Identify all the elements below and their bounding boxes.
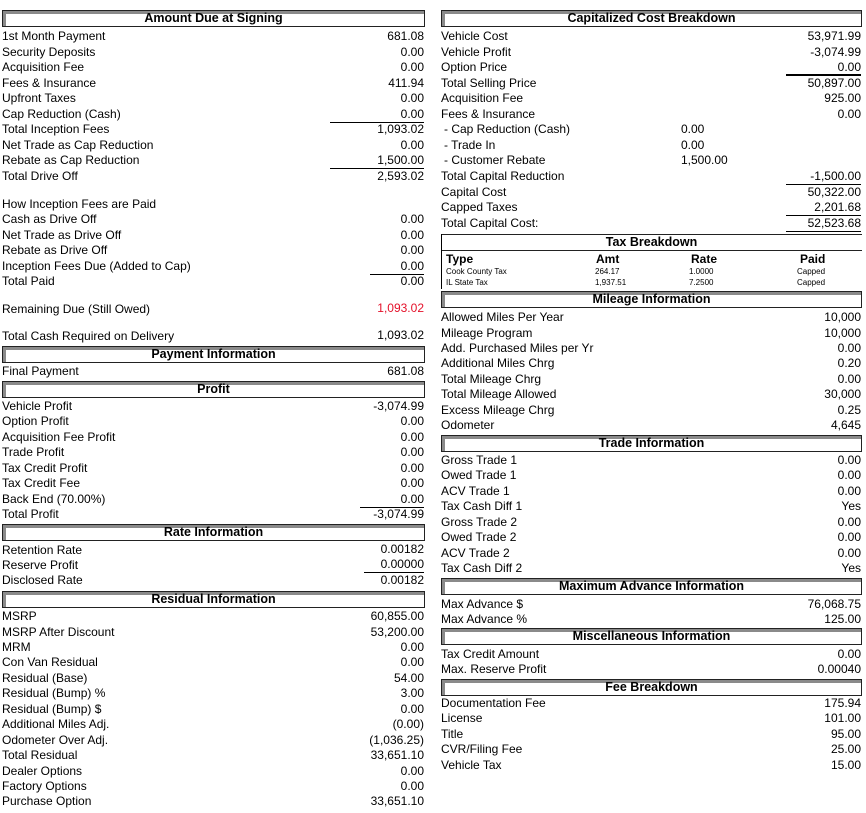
profit-header [2, 381, 425, 398]
label-total-drive-off: Total Drive Off [2, 169, 78, 183]
label-sub-cap-reduction: - Cap Reduction (Cash) [444, 122, 571, 136]
value-max-advance-dollar: 76,068.75 [807, 597, 861, 611]
value-factory-options: 0.00 [400, 779, 424, 793]
label-final-payment: Final Payment [2, 364, 79, 378]
value-acv-trade-2: 0.00 [837, 546, 861, 560]
misc-info-header [441, 628, 862, 645]
label-total-capital-reduction: Total Capital Reduction [441, 169, 565, 183]
label-sub-trade-in: - Trade In [444, 138, 496, 152]
value-total-inception-fees: 1,093.02 [377, 122, 424, 136]
value-purchase-option: 33,651.10 [370, 794, 424, 808]
label-msrp-after-discount: MSRP After Discount [2, 625, 115, 639]
label-reserve-profit: Reserve Profit [2, 558, 79, 572]
value-odometer: 4,645 [830, 418, 861, 432]
value-mrm: 0.00 [400, 640, 424, 654]
label-tax-credit-fee: Tax Credit Fee [2, 476, 81, 490]
label-option-price: Option Price [441, 60, 508, 74]
max-advance-header [441, 578, 862, 595]
value-trade-profit: 0.00 [400, 445, 424, 459]
label-odometer: Odometer [441, 418, 495, 432]
label-tax-cash-diff-2: Tax Cash Diff 2 [441, 561, 523, 575]
value-max-reserve-profit: 0.00040 [817, 662, 861, 676]
label-fees-insurance: Fees & Insurance [2, 76, 97, 90]
label-documentation-fee: Documentation Fee [441, 696, 546, 710]
value-residual-bump-dollar: 0.00 [400, 702, 424, 716]
label-add-purchased-miles: Add. Purchased Miles per Yr [441, 341, 594, 355]
value-back-end: 0.00 [360, 492, 424, 508]
tax-row-amt: 264.17 [595, 267, 620, 276]
value-acquisition-fee-cap: 925.00 [824, 91, 861, 105]
value-gross-trade-2: 0.00 [837, 515, 861, 529]
value-reserve-profit: 0.00000 [364, 557, 424, 573]
value-acquisition-fee: 0.00 [400, 60, 424, 74]
cap-cost-header [441, 10, 862, 27]
label-owed-trade-1: Owed Trade 1 [441, 468, 517, 482]
value-cash-drive-off: 0.00 [400, 212, 424, 226]
value-net-trade-drive-off: 0.00 [400, 228, 424, 242]
value-1st-month-payment: 681.08 [387, 29, 424, 43]
label-mrm: MRM [2, 640, 31, 654]
value-total-mileage-allowed: 30,000 [824, 387, 861, 401]
max-advance-title: Maximum Advance Information [559, 579, 744, 593]
value-dealer-options: 0.00 [400, 764, 424, 778]
tax-col-amt: Amt [596, 252, 620, 266]
label-allowed-miles: Allowed Miles Per Year [441, 310, 564, 324]
amount-due-header [2, 10, 425, 27]
value-tax-cash-diff-2: Yes [841, 561, 861, 575]
label-max-advance-pct: Max Advance % [441, 612, 528, 626]
value-gross-trade-1: 0.00 [837, 453, 861, 467]
label-back-end: Back End (70.00%) [2, 492, 106, 506]
tax-breakdown-title: Tax Breakdown [605, 235, 698, 249]
value-odometer-over-adj: (1,036.25) [369, 733, 424, 747]
value-rebate-cap-reduction: 1,500.00 [330, 153, 424, 169]
value-upfront-taxes: 0.00 [400, 91, 424, 105]
value-license: 101.00 [824, 711, 861, 725]
tax-left-bar [441, 234, 442, 289]
label-1st-month-payment: 1st Month Payment [2, 29, 106, 43]
tax-row-type: IL State Tax [446, 278, 488, 287]
label-max-advance-dollar: Max Advance $ [441, 597, 524, 611]
value-allowed-miles: 10,000 [824, 310, 861, 324]
label-additional-miles-adj: Additional Miles Adj. [2, 717, 110, 731]
label-cap-reduction-cash: Cap Reduction (Cash) [2, 107, 121, 121]
value-tax-credit-fee: 0.00 [400, 476, 424, 490]
value-capital-cost: 50,322.00 [807, 185, 861, 199]
value-acquisition-fee-profit: 0.00 [400, 430, 424, 444]
label-security-deposits: Security Deposits [2, 45, 96, 59]
label-total-inception-fees: Total Inception Fees [2, 122, 110, 136]
label-remaining-due: Remaining Due (Still Owed) [2, 302, 151, 316]
value-cap-reduction-cash: 0.00 [330, 107, 424, 123]
rate-info-header [2, 524, 425, 541]
label-acquisition-fee-cap: Acquisition Fee [441, 91, 524, 105]
value-total-drive-off: 2,593.02 [377, 169, 424, 183]
label-net-trade-drive-off: Net Trade as Drive Off [2, 228, 122, 242]
tax-col-type: Type [446, 252, 474, 266]
label-fees-insurance-cap: Fees & Insurance [441, 107, 536, 121]
tax-breakdown-header [441, 234, 862, 251]
label-acquisition-fee: Acquisition Fee [2, 60, 85, 74]
value-capped-taxes: 2,201.68 [786, 200, 861, 216]
mileage-info-title: Mileage Information [592, 292, 711, 306]
value-final-payment: 681.08 [387, 364, 424, 378]
label-acv-trade-1: ACV Trade 1 [441, 484, 510, 498]
label-msrp: MSRP [2, 609, 37, 623]
value-documentation-fee: 175.94 [824, 696, 861, 710]
value-total-capital-cost: 52,523.68 [807, 216, 861, 230]
value-fees-insurance-cap: 0.00 [837, 107, 861, 121]
trade-info-header [441, 435, 862, 452]
label-capped-taxes: Capped Taxes [441, 200, 518, 214]
label-vehicle-profit-cap: Vehicle Profit [441, 45, 512, 59]
label-total-cash-delivery: Total Cash Required on Delivery [2, 329, 175, 343]
value-total-residual: 33,651.10 [370, 748, 424, 762]
value-mileage-program: 10,000 [824, 326, 861, 340]
trade-info-title: Trade Information [598, 436, 705, 450]
value-sub-trade-in: 0.00 [681, 138, 705, 152]
value-vehicle-cost: 53,971.99 [807, 29, 861, 43]
label-tax-cash-diff-1: Tax Cash Diff 1 [441, 499, 523, 513]
tax-row-paid: Capped [797, 278, 826, 287]
cap-cost-rule-bottom [786, 231, 861, 232]
tax-row-rate: 7.2500 [689, 278, 714, 287]
value-add-purchased-miles: 0.00 [837, 341, 861, 355]
label-retention-rate: Retention Rate [2, 543, 83, 557]
value-title: 95.00 [830, 727, 861, 741]
value-excess-mileage-chrg: 0.25 [837, 403, 861, 417]
label-acv-trade-2: ACV Trade 2 [441, 546, 510, 560]
value-inception-fees-due: 0.00 [370, 259, 424, 275]
label-acquisition-fee-profit: Acquisition Fee Profit [2, 430, 116, 444]
value-msrp-after-discount: 53,200.00 [370, 625, 424, 639]
value-total-capital-reduction: -1,500.00 [786, 169, 861, 185]
payment-info-title: Payment Information [151, 347, 276, 361]
value-additional-miles-chrg: 0.20 [837, 356, 861, 370]
label-excess-mileage-chrg: Excess Mileage Chrg [441, 403, 555, 417]
tax-col-rate: Rate [691, 252, 718, 266]
label-inception-fees-due: Inception Fees Due (Added to Cap) [2, 259, 191, 273]
value-sub-customer-rebate: 1,500.00 [681, 153, 728, 167]
label-total-capital-cost: Total Capital Cost: [441, 216, 539, 230]
label-residual-bump-pct: Residual (Bump) % [2, 686, 106, 700]
value-option-price: 0.00 [786, 60, 861, 76]
label-residual-base: Residual (Base) [2, 671, 88, 685]
label-tax-credit-profit: Tax Credit Profit [2, 461, 88, 475]
value-retention-rate: 0.00182 [380, 542, 424, 556]
label-additional-miles-chrg: Additional Miles Chrg [441, 356, 555, 370]
label-vehicle-profit: Vehicle Profit [2, 399, 73, 413]
value-vehicle-profit: -3,074.99 [373, 399, 424, 413]
label-dealer-options: Dealer Options [2, 764, 83, 778]
label-tax-credit-amount: Tax Credit Amount [441, 647, 540, 661]
value-residual-base: 54.00 [393, 671, 424, 685]
label-mileage-program: Mileage Program [441, 326, 533, 340]
label-residual-bump-dollar: Residual (Bump) $ [2, 702, 102, 716]
label-sub-customer-rebate: - Customer Rebate [444, 153, 546, 167]
label-total-residual: Total Residual [2, 748, 78, 762]
mileage-info-header [441, 291, 862, 308]
label-gross-trade-1: Gross Trade 1 [441, 453, 518, 467]
cap-cost-rule-top [786, 74, 861, 75]
label-cash-drive-off: Cash as Drive Off [2, 212, 97, 226]
value-cvr-filing-fee: 25.00 [830, 742, 861, 756]
label-odometer-over-adj: Odometer Over Adj. [2, 733, 109, 747]
value-owed-trade-2: 0.00 [837, 530, 861, 544]
misc-info-title: Miscellaneous Information [572, 629, 731, 643]
residual-info-header [2, 591, 425, 608]
label-trade-profit: Trade Profit [2, 445, 65, 459]
value-additional-miles-adj: (0.00) [392, 717, 424, 731]
residual-info-title: Residual Information [151, 592, 276, 606]
value-total-paid: 0.00 [400, 274, 424, 288]
value-net-trade-cap-reduction: 0.00 [400, 138, 424, 152]
cap-cost-title: Capitalized Cost Breakdown [567, 11, 736, 25]
label-license: License [441, 711, 483, 725]
value-vehicle-profit-cap: -3,074.99 [810, 45, 861, 59]
value-security-deposits: 0.00 [400, 45, 424, 59]
value-acv-trade-1: 0.00 [837, 484, 861, 498]
label-rebate-drive-off: Rebate as Drive Off [2, 243, 108, 257]
value-fees-insurance: 411.94 [388, 76, 424, 90]
inception-title: How Inception Fees are Paid [2, 197, 157, 211]
label-cvr-filing-fee: CVR/Filing Fee [441, 742, 523, 756]
fee-breakdown-title: Fee Breakdown [605, 680, 698, 694]
label-upfront-taxes: Upfront Taxes [2, 91, 76, 105]
label-con-van-residual: Con Van Residual [2, 655, 98, 669]
value-vehicle-tax: 15.00 [830, 758, 861, 772]
value-max-advance-pct: 125.00 [824, 612, 861, 626]
value-sub-cap-reduction: 0.00 [681, 122, 705, 136]
rate-info-title: Rate Information [163, 525, 264, 539]
label-rebate-cap-reduction: Rebate as Cap Reduction [2, 153, 140, 167]
tax-row-rate: 1.0000 [689, 267, 714, 276]
label-title: Title [441, 727, 464, 741]
label-total-mileage-allowed: Total Mileage Allowed [441, 387, 557, 401]
label-capital-cost: Capital Cost [441, 185, 507, 199]
label-disclosed-rate: Disclosed Rate [2, 573, 83, 587]
label-total-profit: Total Profit [2, 507, 59, 521]
value-option-profit: 0.00 [400, 414, 424, 428]
label-total-paid: Total Paid [2, 274, 55, 288]
tax-row-paid: Capped [797, 267, 826, 276]
profit-title: Profit [197, 382, 230, 396]
value-owed-trade-1: 0.00 [837, 468, 861, 482]
label-max-reserve-profit: Max. Reserve Profit [441, 662, 547, 676]
value-total-mileage-chrg: 0.00 [837, 372, 861, 386]
value-msrp: 60,855.00 [370, 609, 424, 623]
value-tax-credit-profit: 0.00 [400, 461, 424, 475]
label-vehicle-cost: Vehicle Cost [441, 29, 508, 43]
tax-row-amt: 1,937.51 [595, 278, 627, 287]
label-net-trade-cap-reduction: Net Trade as Cap Reduction [2, 138, 154, 152]
value-remaining-due: 1,093.02 [377, 301, 424, 315]
label-owed-trade-2: Owed Trade 2 [441, 530, 517, 544]
value-tax-cash-diff-1: Yes [841, 499, 861, 513]
fee-breakdown-header [441, 679, 862, 696]
label-vehicle-tax: Vehicle Tax [441, 758, 502, 772]
label-purchase-option: Purchase Option [2, 794, 92, 808]
value-con-van-residual: 0.00 [400, 655, 424, 669]
label-gross-trade-2: Gross Trade 2 [441, 515, 518, 529]
value-disclosed-rate: 0.00182 [380, 573, 424, 587]
tax-row-type: Cook County Tax [446, 267, 507, 276]
value-total-cash-delivery: 1,093.02 [377, 328, 424, 342]
label-option-profit: Option Profit [2, 414, 69, 428]
value-residual-bump-pct: 3.00 [400, 686, 424, 700]
value-rebate-drive-off: 0.00 [400, 243, 424, 257]
label-total-selling-price: Total Selling Price [441, 76, 537, 90]
label-total-mileage-chrg: Total Mileage Chrg [441, 372, 542, 386]
value-tax-credit-amount: 0.00 [837, 647, 861, 661]
payment-info-header [2, 346, 425, 363]
tax-col-paid: Paid [800, 252, 826, 266]
value-total-selling-price: 50,897.00 [807, 76, 861, 90]
label-factory-options: Factory Options [2, 779, 87, 793]
value-total-profit: -3,074.99 [373, 507, 424, 521]
amount-due-title: Amount Due at Signing [144, 11, 283, 25]
